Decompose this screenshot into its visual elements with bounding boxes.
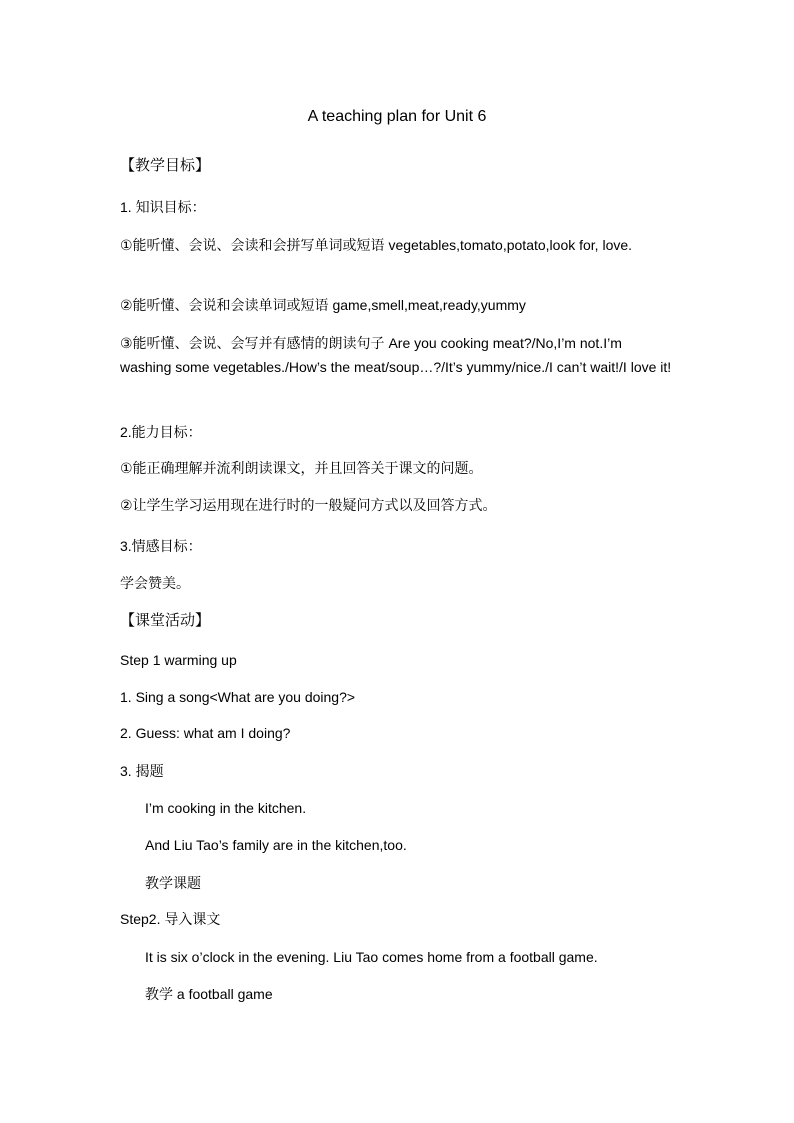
knowledge-item-2: ②能听懂、会说和会读单词或短语 game,smell,meat,ready,yummy bbox=[120, 297, 526, 313]
step1-item-2: 2. Guess: what am I doing? bbox=[120, 725, 291, 741]
step2-sub-line-2: 教学 a football game bbox=[145, 986, 273, 1002]
emotion-heading: 3.情感目标： bbox=[120, 538, 202, 554]
step1-sub-line-1: I’m cooking in the kitchen. bbox=[145, 800, 307, 816]
step2-sub-line-1: It is six o’clock in the evening. Liu Tao comes home from a football game. bbox=[145, 949, 598, 965]
section-heading-goals: 【教学目标】 bbox=[120, 157, 211, 174]
step1-item-3: 3. 揭题 bbox=[120, 763, 164, 779]
page-title: A teaching plan for Unit 6 bbox=[307, 108, 487, 125]
ability-item-1: ①能正确理解并流利朗读课文，并且回答关于课文的问题。 bbox=[120, 460, 483, 476]
knowledge-item-1: ①能听懂、会说、会读和会拼写单词或短语 vegetables,tomato,potato,look for, love. bbox=[120, 237, 633, 253]
ability-heading: 2.能力目标： bbox=[120, 424, 202, 440]
emotion-item: 学会赞美。 bbox=[120, 575, 190, 591]
step1-sub-line-3: 教学课题 bbox=[145, 875, 201, 891]
knowledge-item-3: ③能听懂、会说、会写并有感情的朗读句子 Are you cooking meat?/No,I’m not.I’m washing some vegetables./How’s the meat/soup…?/It’s yummy/nice./I can’t wait!/I love it! bbox=[120, 335, 672, 375]
step1-heading: Step 1 warming up bbox=[120, 652, 237, 668]
knowledge-heading: 1. 知识目标： bbox=[120, 199, 206, 215]
ability-item-2: ②让学生学习运用现在进行时的一般疑问方式以及回答方式。 bbox=[120, 497, 497, 513]
step2-heading: Step2. 导入课文 bbox=[120, 911, 221, 927]
step1-item-1: 1. Sing a song<What are you doing?> bbox=[120, 689, 356, 705]
section-heading-activities: 【课堂活动】 bbox=[120, 612, 211, 629]
step1-sub-line-2: And Liu Tao’s family are in the kitchen,too. bbox=[145, 837, 407, 853]
